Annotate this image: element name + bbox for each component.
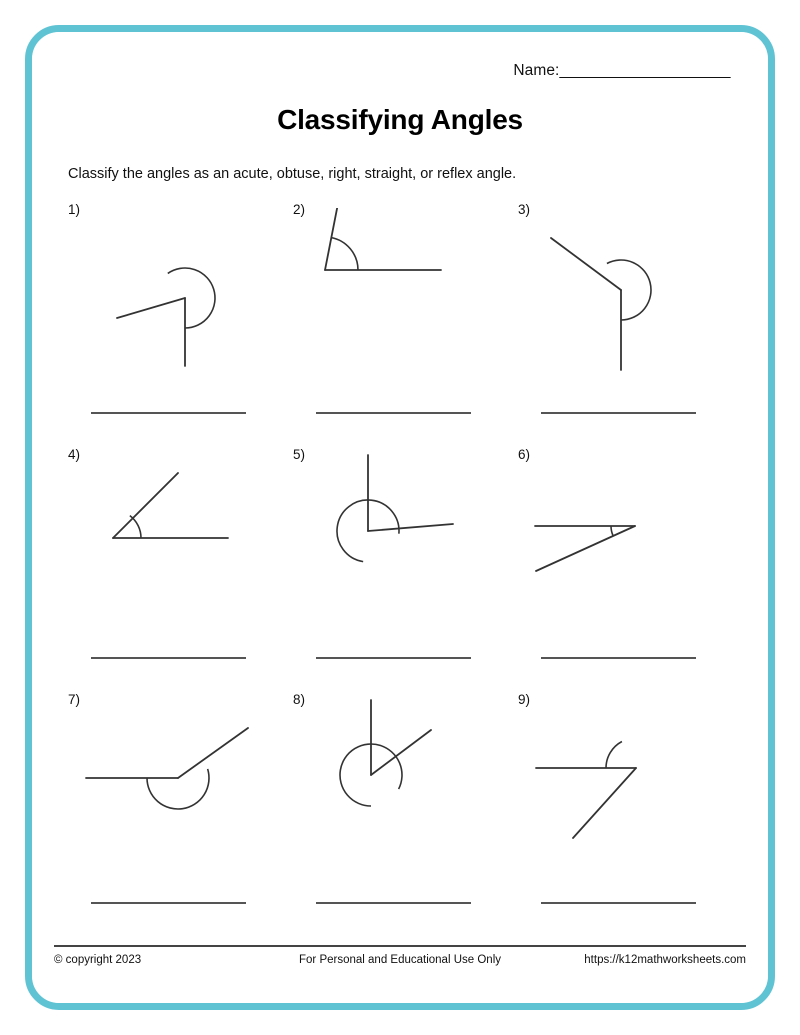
answer-line-9[interactable] [541, 902, 696, 904]
problem-number: 2) [293, 202, 306, 217]
instruction-text: Classify the angles as an acute, obtuse, right, straight, or reflex angle. [68, 166, 517, 182]
problem-number: 3) [518, 202, 531, 217]
angle-figure-2 [293, 208, 519, 388]
page-title: Classifying Angles [277, 104, 523, 135]
problem-8 [293, 690, 519, 935]
problem-number: 5) [293, 447, 306, 462]
angle-figure-9 [518, 698, 744, 878]
problem-number: 9) [518, 692, 531, 707]
problem-number: 1) [68, 202, 81, 217]
problem-number: 8) [293, 692, 306, 707]
problem-4 [68, 445, 294, 690]
angle-ray-2 [536, 526, 635, 571]
angle-arc [606, 742, 622, 768]
angle-ray-2 [113, 473, 178, 538]
problem-row [32, 200, 768, 445]
angle-ray-2 [178, 728, 248, 778]
angle-ray-2 [551, 238, 621, 290]
angle-ray-2 [117, 298, 185, 318]
problem-row [32, 690, 768, 935]
angle-arc [607, 260, 651, 320]
angle-figure-6 [518, 453, 744, 633]
worksheet-sheet [32, 32, 768, 1003]
angle-arc [168, 268, 215, 328]
angle-ray-2 [573, 768, 636, 838]
problem-9 [518, 690, 744, 935]
angle-figure-5 [293, 453, 519, 633]
footer-divider [54, 945, 746, 947]
problem-2 [293, 200, 519, 445]
problem-3 [518, 200, 744, 445]
answer-line-3[interactable] [541, 412, 696, 414]
angle-figure-7 [68, 698, 294, 878]
footer-website: https://k12mathworksheets.com [584, 954, 746, 966]
footer-copyright: © copyright 2023 [54, 954, 142, 966]
problem-1 [68, 200, 294, 445]
problem-6 [518, 445, 744, 690]
angle-figure-4 [68, 453, 294, 633]
name-input-blank[interactable]: _____________________ [559, 62, 730, 79]
name-label: Name: [513, 62, 560, 79]
answer-line-1[interactable] [91, 412, 246, 414]
problem-grid [32, 200, 768, 935]
answer-line-2[interactable] [316, 412, 471, 414]
name-field-row [513, 62, 730, 80]
angle-figure-3 [518, 208, 744, 388]
answer-line-8[interactable] [316, 902, 471, 904]
answer-line-7[interactable] [91, 902, 246, 904]
problem-7 [68, 690, 294, 935]
answer-line-5[interactable] [316, 657, 471, 659]
problem-number: 4) [68, 447, 81, 462]
problem-number: 7) [68, 692, 81, 707]
angle-arc [611, 526, 613, 536]
problem-row [32, 445, 768, 690]
problem-5 [293, 445, 519, 690]
answer-line-6[interactable] [541, 657, 696, 659]
angle-arc [147, 769, 209, 809]
footer [54, 954, 746, 978]
angle-ray-2 [368, 524, 453, 531]
angle-figure-1 [68, 208, 294, 388]
angle-arc [331, 238, 358, 271]
problem-number: 6) [518, 447, 531, 462]
angle-figure-8 [293, 698, 519, 878]
answer-line-4[interactable] [91, 657, 246, 659]
footer-usage-text: For Personal and Educational Use Only [299, 954, 501, 966]
